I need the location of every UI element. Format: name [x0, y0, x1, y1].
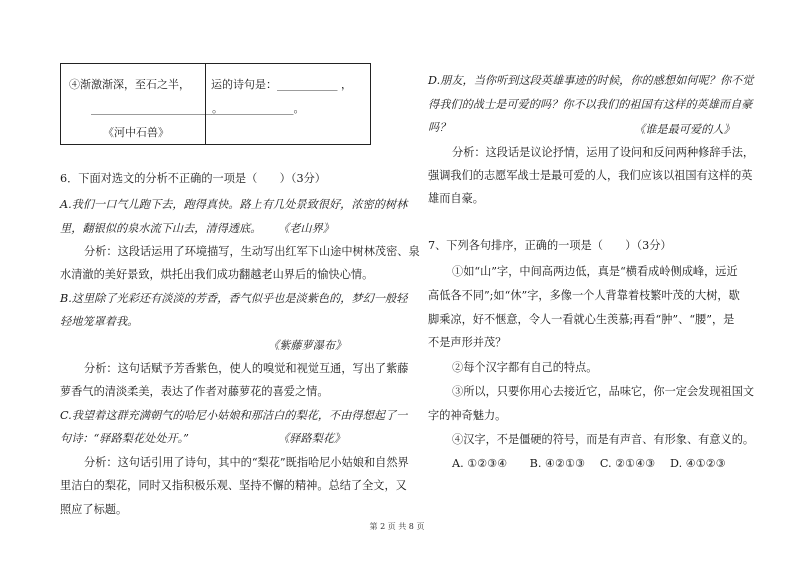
q6-option-d-line2: 得我们的战士是可爱的吗？你不以我们的祖国有这样的英雄而自豪 — [428, 98, 753, 111]
q7-sentence4: ④汉字，不是僵硬的符号，而是有声音、有形象、有意义的。 — [452, 433, 755, 446]
q6-option-a-source: 《老山界》 — [278, 222, 334, 235]
q7-sentence1-line3: 脚乘凉，好不惬意，令人一看就心生羡慕;再看“肿”、“腰”，是 — [428, 313, 735, 326]
q6-option-c-analysis3: 照应了标题。 — [60, 503, 128, 516]
q6-option-b-line1: B.这里除了光彩还有淡淡的芳香，香气似乎也是淡紫色的，梦幻一般轻 — [60, 292, 408, 305]
q6-option-b-analysis2: 萝香气的清淡柔美，表达了作者对藤萝花的喜爱之情。 — [60, 385, 329, 398]
q6-option-d-analysis3: 雄而自豪。 — [428, 192, 484, 205]
table-right-line2: _______________。 — [211, 102, 305, 115]
q6-option-a-analysis2: 水清澈的美好景致，烘托出我们成功翻越老山界后的愉快心情。 — [60, 268, 374, 281]
q6-option-c-line2: 句诗：“驿路梨花处处开。” — [60, 432, 189, 445]
q6-option-d-line1: D.朋友，当你听到这段英雄事迹的时候，你的感想如何呢？你不觉 — [428, 74, 754, 87]
q7-sentence3-line2: 字的神奇魅力。 — [428, 409, 507, 422]
q6-title: 6．下面对选文的分析不正确的一项是（ ）（3分） — [60, 172, 326, 185]
table-right-line1: 运的诗句是：___________ ， — [211, 78, 352, 91]
q7-sentence1-line2: 高低各不同”;如“休”字，多像一个人背靠着枝繁叶茂的大树，歇 — [428, 289, 740, 302]
table-left-line2: ______________________。 — [91, 102, 223, 115]
q6-option-c-source: 《驿路梨花》 — [278, 432, 346, 445]
q6-option-c-analysis1: 分析：这句话引用了诗句，其中的“梨花”既指哈尼小姑娘和自然界 — [84, 456, 409, 469]
q6-option-d-line3: 吗？ — [428, 121, 451, 134]
q7-answer-options: A. ①②③④ B. ④②①③ C. ②①④③ D. ④①②③ — [452, 457, 726, 470]
q7-sentence3-line1: ③所以，只要你用心去接近它，品味它，你一定会发现祖国文 — [452, 385, 755, 398]
q6-option-d-source: 《谁是最可爱的人》 — [634, 123, 735, 136]
q6-option-b-analysis1: 分析：这句话赋予芳香紫色，使人的嗅觉和视觉互通，写出了紫藤 — [84, 362, 409, 375]
q6-option-b-source: 《紫藤萝瀑布》 — [268, 339, 347, 352]
q6-option-d-analysis2: 强调我们的志愿军战士是最可爱的人，我们应该以祖国有这样的英 — [428, 169, 753, 182]
q6-option-b-line2: 轻地笼罩着我。 — [60, 315, 139, 328]
poem-fill-table — [60, 63, 371, 145]
table-left-source: 《河中石兽》 — [103, 126, 169, 139]
q7-sentence1-line4: 不是声形并茂？ — [428, 336, 507, 349]
q6-option-c-analysis2: 里洁白的梨花，同时又指积极乐观、坚持不懈的精神。总结了全文，又 — [60, 479, 407, 492]
page-footer: 第 2 页 共 8 页 — [369, 522, 425, 531]
q6-option-a-line1: A.我们一口气儿跑下去，跑得真快。路上有几处景致很好，浓密的树林 — [60, 198, 408, 211]
q6-option-a-analysis1: 分析：这段话运用了环境描写，生动写出红军下山途中树林茂密、泉 — [84, 245, 420, 258]
q7-sentence2: ②每个汉字都有自己的特点。 — [452, 361, 598, 374]
table-left-line1: ④渐激渐深，至石之半， — [69, 78, 190, 91]
q7-title: 7、下列各句排序，正确的一项是（ ）（3分） — [428, 239, 672, 252]
q6-option-a-line2: 里，翻银似的泉水流下山去，清得透底。 — [60, 222, 262, 235]
q6-option-c-line1: C.我望着这群充满朝气的哈尼小姑娘和那洁白的梨花，不由得想起了一 — [60, 409, 408, 422]
q6-option-d-analysis1: 分析：这段话是议论抒情，运用了设问和反问两种修辞手法， — [452, 146, 755, 159]
q7-sentence1-line1: ①如“山”字，中间高两边低，真是“横看成岭侧成峰，远近 — [452, 265, 738, 278]
